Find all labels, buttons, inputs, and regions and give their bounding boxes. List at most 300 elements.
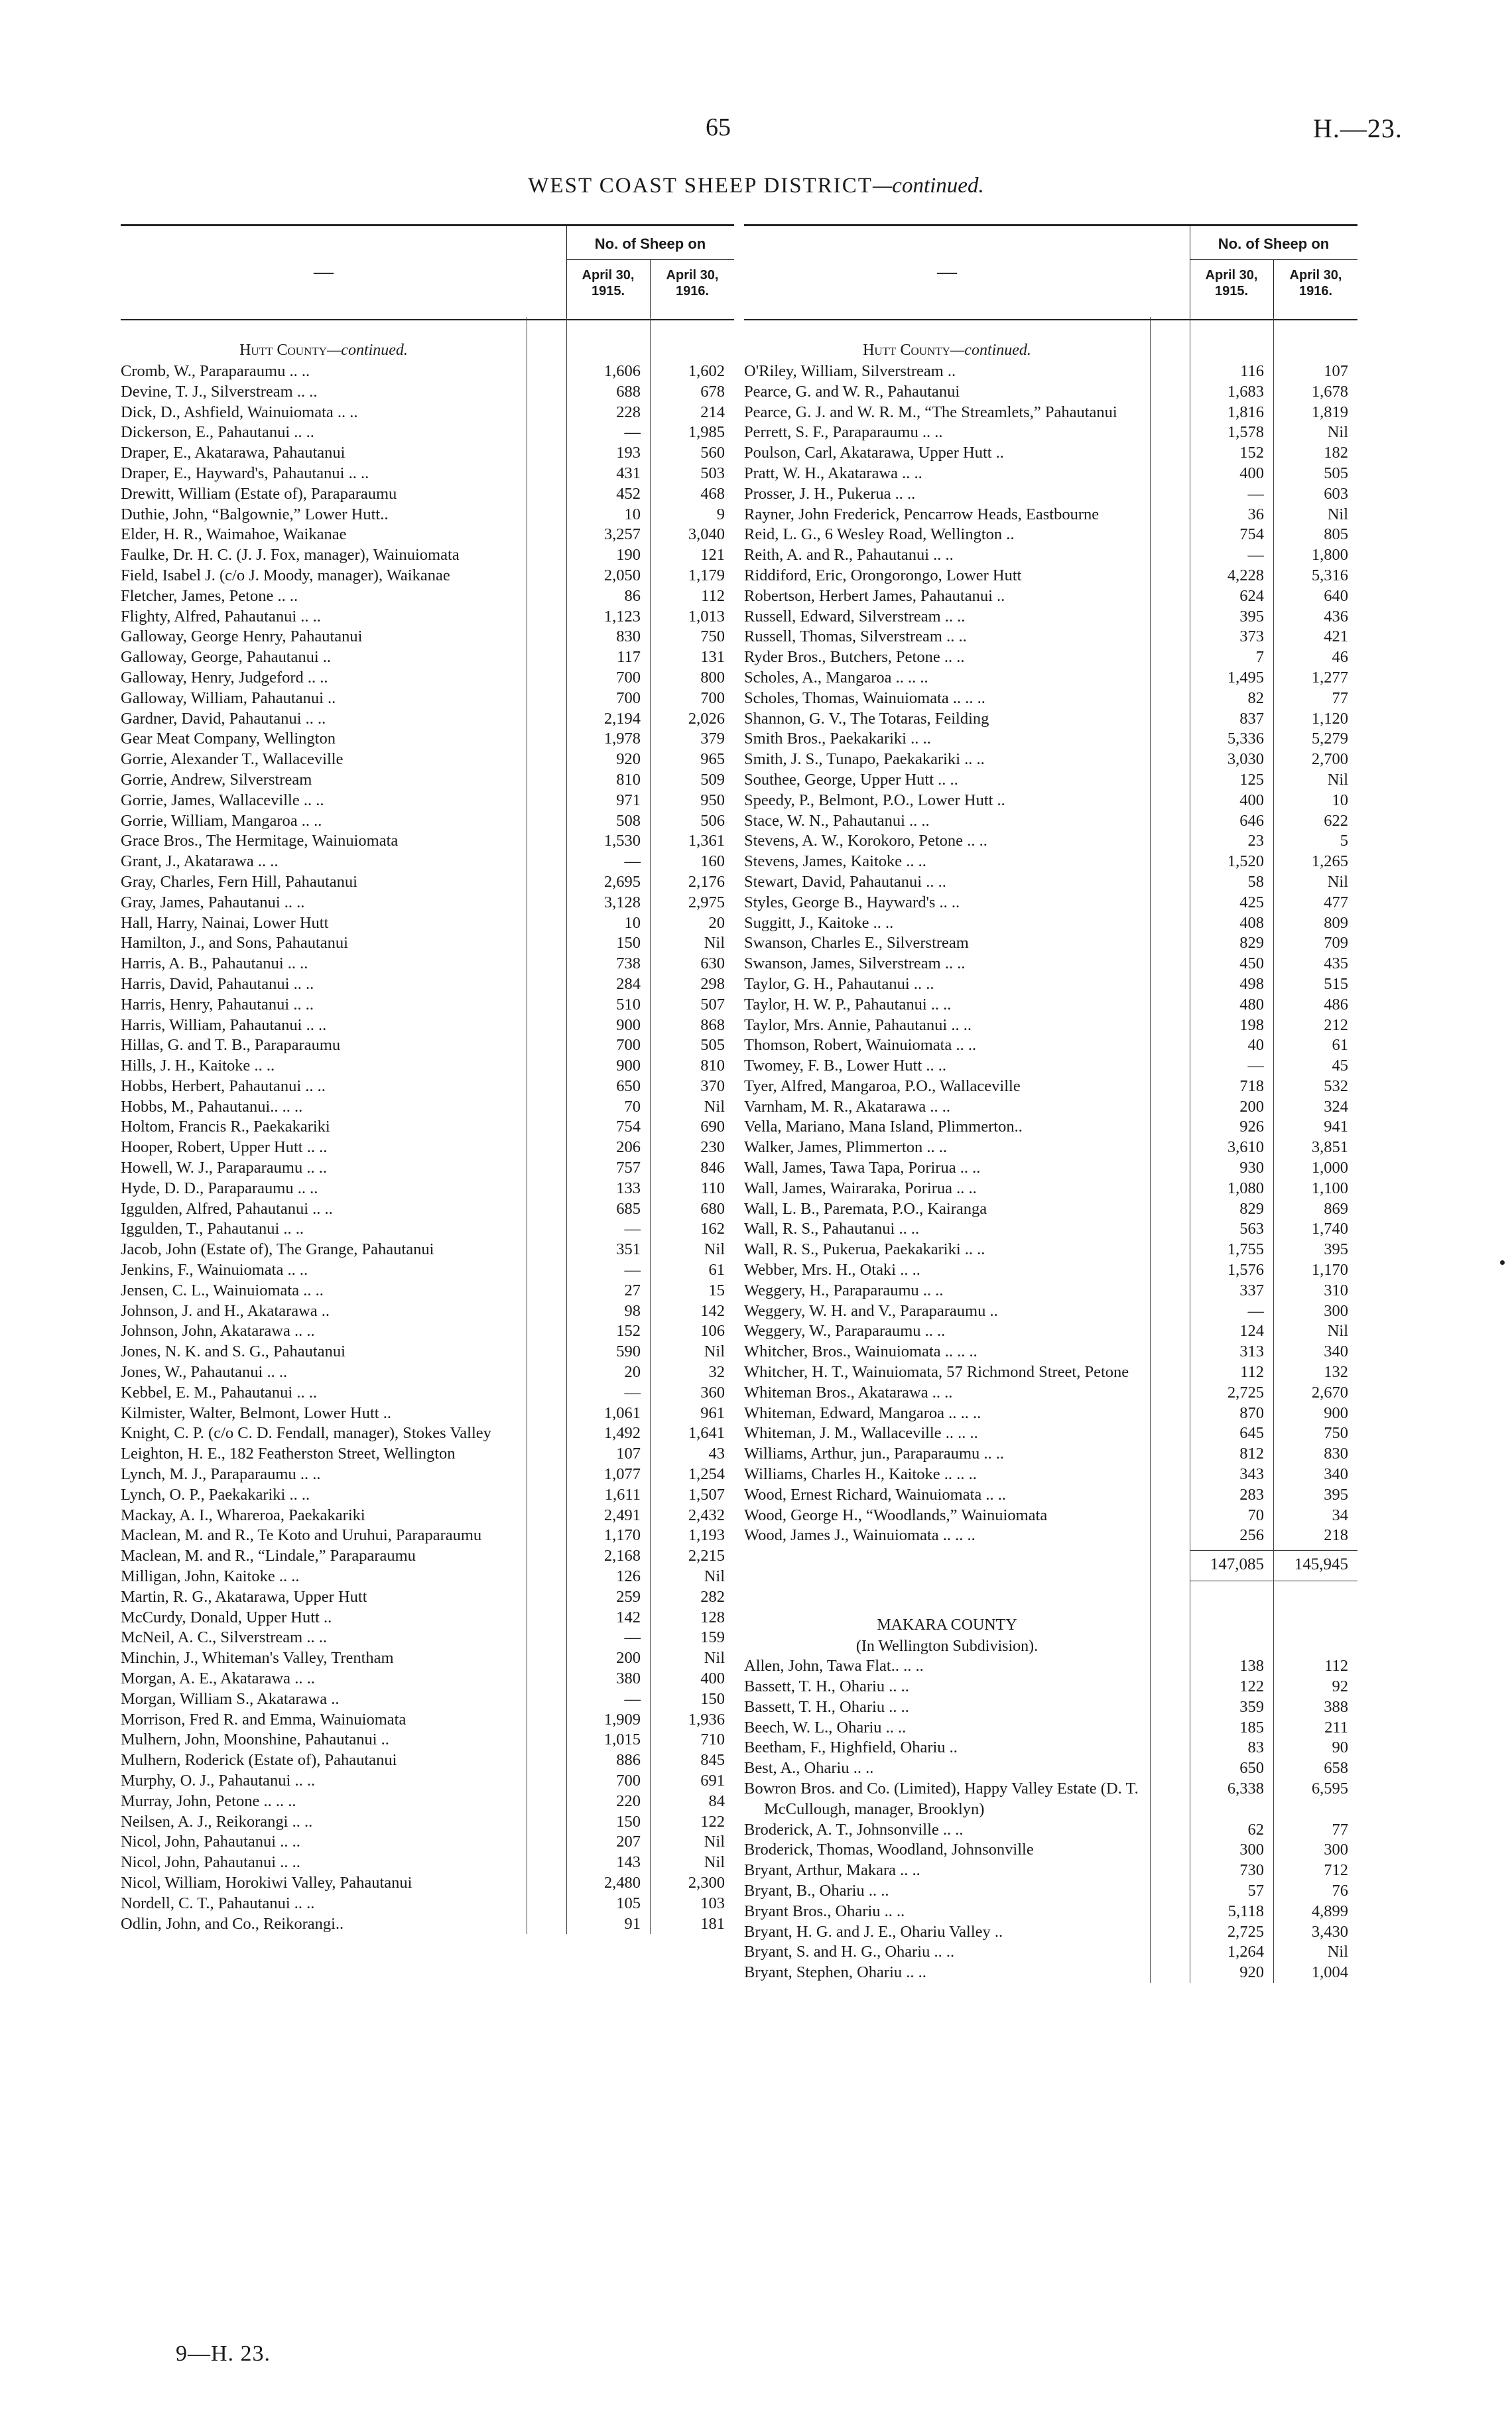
sheep-count-1916: 690: [700, 1118, 725, 1136]
table-row: [744, 1758, 1357, 1779]
sheep-count-1915: 730: [1239, 1861, 1264, 1880]
owner-name: Taylor, Mrs. Annie, Pahautanui .. ..: [744, 1015, 1150, 1036]
table-row: [744, 1444, 1357, 1465]
owner-name: Bryant, H. G. and J. E., Ohariu Valley ..: [744, 1922, 1003, 1941]
sheep-count-1916: 961: [700, 1404, 725, 1422]
table-row: [744, 545, 1357, 566]
table-row: [121, 1710, 734, 1731]
owner-name: Nicol, John, Pahautanui .. ..: [121, 1832, 527, 1853]
table-row: [744, 607, 1357, 627]
sheep-count-1916: 131: [700, 648, 725, 667]
table-row: [121, 1812, 734, 1833]
owner-name: Swanson, James, Silverstream .. ..: [744, 954, 1150, 974]
sheep-count-1915: 27: [624, 1281, 641, 1299]
sheep-count-1915: 1,816: [1227, 403, 1264, 421]
owner-name: McCurdy, Donald, Upper Hutt ..: [121, 1608, 332, 1626]
sheep-count-1916: 630: [700, 954, 725, 973]
owner-name: Thomson, Robert, Wainuiomata .. ..: [744, 1035, 1150, 1056]
table-row: [121, 1608, 734, 1628]
sheep-count-1916: 941: [1324, 1118, 1348, 1136]
sheep-count-1915: 62: [1247, 1820, 1264, 1839]
sheep-count-1915: 152: [1239, 444, 1264, 462]
owner-name: Williams, Arthur, jun., Paraparaumu .. ..: [744, 1444, 1150, 1465]
sheep-count-1915: 920: [1239, 1963, 1264, 1982]
sheep-count-1915: 107: [616, 1445, 641, 1463]
sheep-count-1916: 1,800: [1311, 546, 1348, 564]
owner-name: Pearce, G. J. and W. R. M., “The Streamlets,” Pahautanui: [744, 403, 1117, 421]
owner-name: Holtom, Francis R., Paekakariki: [121, 1118, 330, 1136]
sheep-count-1916: Nil: [704, 1833, 725, 1851]
sheep-count-1915: 450: [1239, 954, 1264, 973]
sheep-count-1916: 1,361: [688, 832, 725, 850]
sheep-count-1915: 343: [1239, 1465, 1264, 1484]
owner-name: Russell, Edward, Silverstream .. ..: [744, 607, 1150, 627]
owner-name: Flighty, Alfred, Pahautanui .. ..: [121, 607, 527, 627]
table-row: [121, 1138, 734, 1158]
sheep-count-1916: 800: [700, 668, 725, 687]
owner-name: Stewart, David, Pahautanui .. ..: [744, 872, 1150, 893]
sheep-count-1916: Nil: [1327, 423, 1348, 442]
owner-name: Dick, D., Ashfield, Wainuiomata .. ..: [121, 403, 527, 423]
owner-name: Vella, Mariano, Mana Island, Plimmerton..: [744, 1118, 1023, 1136]
table-row: [121, 1873, 734, 1894]
table-row: [121, 688, 734, 709]
sheep-count-1915: 91: [624, 1914, 641, 1933]
sheep-count-1916: 150: [700, 1689, 725, 1708]
table-row: [744, 1035, 1357, 1056]
owner-name: Broderick, A. T., Johnsonville .. ..: [744, 1820, 1150, 1841]
sheep-count-1915: —: [624, 1220, 641, 1238]
table-row: [121, 1628, 734, 1648]
sheep-count-1916: 965: [700, 750, 725, 769]
table-row: [744, 464, 1357, 484]
owner-name: Stevens, James, Kaitoke .. ..: [744, 852, 1150, 872]
owner-name: Harris, William, Pahautanui .. ..: [121, 1015, 527, 1036]
table-row: [121, 403, 734, 423]
sheep-count-1916: 830: [1324, 1445, 1348, 1463]
owner-name: Webber, Mrs. H., Otaki .. ..: [744, 1260, 1150, 1281]
sheep-count-1915: 3,257: [603, 525, 641, 544]
owner-name: Harris, Henry, Pahautanui .. ..: [121, 995, 527, 1015]
sheep-count-1915: 431: [616, 464, 641, 482]
table-row: [121, 852, 734, 872]
sheep-count-1916: 181: [700, 1914, 725, 1933]
owner-name: Wall, R. S., Pukerua, Paekakariki .. ..: [744, 1240, 1150, 1260]
owner-name: Weggery, W. H. and V., Paraparaumu ..: [744, 1301, 998, 1320]
owner-name: Varnham, M. R., Akatarawa .. ..: [744, 1097, 1150, 1118]
owner-name: Gorrie, Andrew, Silverstream: [121, 770, 312, 789]
sheep-count-1916: 622: [1324, 811, 1348, 830]
header-blank-label: —: [314, 261, 334, 283]
owner-name: Mulhern, Roderick (Estate of), Pahautanui: [121, 1751, 397, 1770]
owner-name: Whitcher, H. T., Wainuiomata, 57 Richmond Street, Petone: [744, 1363, 1129, 1382]
sheep-count-1916: 3,851: [1311, 1138, 1348, 1157]
table-row: [121, 1689, 734, 1710]
table-row: [744, 933, 1357, 954]
sheep-count-1915: 900: [616, 1015, 641, 1034]
sheep-count-1916: 107: [1324, 362, 1348, 380]
sheep-count-1915: 563: [1239, 1220, 1264, 1238]
sheep-count-1915: 2,194: [603, 709, 641, 728]
table-row: [744, 1861, 1357, 1881]
sheep-count-1916: 310: [1324, 1281, 1348, 1299]
sheep-count-1916: 505: [700, 1036, 725, 1055]
total-row: [744, 1550, 1357, 1585]
table-row: [744, 1526, 1357, 1546]
table-row: [744, 1179, 1357, 1199]
sheep-count-1915: 2,480: [603, 1873, 641, 1892]
owner-name: Hyde, D. D., Paraparaumu .. ..: [121, 1179, 527, 1199]
owner-name: Iggulden, Alfred, Pahautanui .. ..: [121, 1199, 527, 1220]
sheep-count-1915: 830: [616, 627, 641, 646]
owner-name: Hills, J. H., Kaitoke .. ..: [121, 1056, 527, 1077]
owner-name: Rayner, John Frederick, Pencarrow Heads, Eastbourne: [744, 505, 1100, 523]
owner-name: Bassett, T. H., Ohariu .. ..: [744, 1677, 1150, 1697]
owner-name: Riddiford, Eric, Orongorongo, Lower Hutt: [744, 566, 1022, 584]
right-table-header: [744, 224, 1357, 320]
sheep-count-1915: 126: [616, 1567, 641, 1586]
sheep-count-1915: —: [624, 423, 641, 442]
table-row: [744, 1138, 1357, 1158]
sheep-count-1915: 112: [1240, 1363, 1264, 1382]
sheep-count-1915: 36: [1247, 505, 1264, 523]
owner-name: Scholes, Thomas, Wainuiomata .. .. ..: [744, 688, 1150, 709]
sheep-count-1915: 700: [616, 688, 641, 707]
table-row: [744, 954, 1357, 974]
owner-name: Leighton, H. E., 182 Featherston Street, Wellington: [121, 1445, 456, 1463]
owner-name: Suggitt, J., Kaitoke .. ..: [744, 913, 1150, 934]
sheep-count-1915: 650: [616, 1077, 641, 1095]
sheep-count-1916: 678: [700, 382, 725, 401]
sheep-count-1915: 646: [1239, 811, 1264, 830]
table-row: [121, 586, 734, 607]
owner-name: Faulke, Dr. H. C. (J. J. Fox, manager), Wainuiomata: [121, 546, 460, 564]
table-row: [121, 566, 734, 586]
sheep-count-1915: 105: [616, 1894, 641, 1912]
table-row: [121, 933, 734, 954]
sheep-count-1916: 34: [1332, 1506, 1348, 1524]
owner-name: Swanson, Charles E., Silverstream: [744, 934, 969, 952]
owner-name: Jones, W., Pahautanui .. ..: [121, 1362, 527, 1383]
owner-name: Jacob, John (Estate of), The Grange, Pahautanui: [121, 1240, 434, 1259]
sheep-count-1915: 738: [616, 954, 641, 973]
sheep-count-1916: Nil: [704, 1853, 725, 1872]
sheep-count-1916: 1,013: [688, 607, 725, 625]
owner-name: Pearce, G. and W. R., Pahautanui: [744, 382, 960, 401]
table-row: [744, 709, 1357, 730]
sheep-count-1916: Nil: [704, 1342, 725, 1361]
table-row: [121, 1301, 734, 1322]
table-row: [744, 995, 1357, 1015]
table-row: [744, 811, 1357, 832]
sheep-count-1916: 218: [1324, 1526, 1348, 1545]
left-table-header: [121, 224, 734, 320]
header-col-1916: April 30, 1916.: [666, 268, 719, 298]
right-column: [744, 224, 1357, 1983]
sheep-count-1916: 395: [1324, 1240, 1348, 1259]
table-row: [121, 709, 734, 730]
sheep-count-1915: 10: [624, 505, 641, 523]
owner-name: Bryant, S. and H. G., Ohariu .. ..: [744, 1942, 1150, 1963]
table-row: [121, 1056, 734, 1077]
table-row: [744, 872, 1357, 893]
sheep-count-1915: 700: [616, 1036, 641, 1055]
sheep-count-1916: 159: [700, 1628, 725, 1647]
table-row: [121, 1158, 734, 1179]
sheep-count-1916: 421: [1324, 627, 1348, 646]
sheep-count-1916: 122: [700, 1812, 725, 1831]
sheep-count-1915: 1,606: [603, 362, 641, 380]
sheep-count-1915: 70: [624, 1097, 641, 1116]
sheep-count-1916: 1,641: [688, 1424, 725, 1443]
owner-name: Galloway, William, Pahautanui ..: [121, 688, 336, 707]
sheep-count-1916: 112: [701, 586, 725, 605]
table-row: [744, 1881, 1357, 1902]
owner-name: Gear Meat Company, Wellington: [121, 730, 336, 748]
sheep-count-1916: 2,026: [688, 709, 725, 728]
owner-name: Neilsen, A. J., Reikorangi .. ..: [121, 1812, 527, 1833]
sheep-count-1916: 505: [1324, 464, 1348, 482]
sheep-count-1915: 259: [616, 1587, 641, 1606]
sheep-count-1915: 1,530: [603, 832, 641, 850]
sheep-count-1916: 845: [700, 1751, 725, 1770]
sheep-count-1916: 182: [1324, 444, 1348, 462]
table-row: [744, 1077, 1357, 1097]
owner-name: Maclean, M. and R., Te Koto and Uruhui, Paraparaumu: [121, 1526, 482, 1545]
table-row: [744, 1963, 1357, 1983]
sheep-count-1915: 930: [1239, 1159, 1264, 1177]
sheep-count-1916: 515: [1324, 974, 1348, 993]
owner-name: Wall, R. S., Pahautanui .. ..: [744, 1219, 1150, 1240]
sheep-count-1916: 640: [1324, 586, 1348, 605]
owner-name: Taylor, G. H., Pahautanui .. ..: [744, 974, 1150, 995]
sheep-count-1915: —: [1247, 484, 1264, 503]
sheep-count-1916: 750: [1324, 1424, 1348, 1443]
sheep-count-1915: 133: [616, 1179, 641, 1197]
table-row: [121, 913, 734, 934]
sheep-count-1916: 92: [1332, 1677, 1348, 1696]
table-row: [744, 1056, 1357, 1077]
table-row: [121, 1526, 734, 1546]
header-blank-label: —: [937, 261, 957, 283]
owner-name: Whitcher, Bros., Wainuiomata .. .. ..: [744, 1342, 1150, 1362]
sheep-count-1915: 920: [616, 750, 641, 769]
owner-name: Best, A., Ohariu .. ..: [744, 1758, 1150, 1779]
header-col-1916: April 30, 1916.: [1289, 268, 1342, 298]
sheep-count-1916: 710: [700, 1731, 725, 1749]
owner-name: Jones, N. K. and S. G., Pahautanui: [121, 1342, 346, 1361]
sheep-count-1915: 2,725: [1227, 1922, 1264, 1941]
owner-name: Hamilton, J., and Sons, Pahautanui: [121, 934, 348, 952]
sheep-count-1915: 20: [624, 1363, 641, 1382]
table-row: [744, 750, 1357, 770]
sheep-count-1915: 207: [616, 1833, 641, 1851]
sheep-count-1916: 84: [708, 1792, 725, 1810]
table-row: [121, 627, 734, 647]
table-row: [744, 668, 1357, 688]
owner-name: Fletcher, James, Petone .. ..: [121, 586, 527, 607]
owner-name: Prosser, J. H., Pukerua .. ..: [744, 484, 1150, 505]
sheep-count-1915: 1,015: [603, 1731, 641, 1749]
makara-section-subheading: (In Wellington Subdivision).: [855, 1638, 1039, 1656]
sheep-count-1916: 1,678: [1311, 382, 1348, 401]
owner-name: McNeil, A. C., Silverstream .. ..: [121, 1628, 527, 1648]
sheep-count-1915: 1,576: [1227, 1261, 1264, 1279]
sheep-count-1916: 379: [700, 730, 725, 748]
sheep-count-1916: 560: [700, 444, 725, 462]
sheep-count-1915: 425: [1239, 893, 1264, 911]
table-row: [744, 627, 1357, 647]
owner-name: Robertson, Herbert James, Pahautanui ..: [744, 586, 1005, 605]
sheep-count-1915: 700: [616, 668, 641, 687]
sheep-count-1916: 1,100: [1311, 1179, 1348, 1197]
owner-name: Bryant Bros., Ohariu .. ..: [744, 1902, 1150, 1922]
right-section-heading: Hutt County—continued.: [863, 342, 1031, 359]
sheep-count-1915: 498: [1239, 974, 1264, 993]
left-column: [121, 224, 734, 1934]
sheep-count-1915: 452: [616, 484, 641, 503]
table-row: [121, 811, 734, 832]
sheep-count-1916: 436: [1324, 607, 1348, 625]
sheep-count-1915: —: [624, 1261, 641, 1279]
owner-name: Beech, W. L., Ohariu .. ..: [744, 1718, 1150, 1738]
owner-name: Duthie, John, “Balgownie,” Lower Hutt..: [121, 505, 389, 523]
owner-name: Howell, W. J., Paraparaumu .. ..: [121, 1158, 527, 1179]
table-row: [744, 1342, 1357, 1362]
sheep-count-1915: 1,978: [603, 730, 641, 748]
table-row: [121, 791, 734, 811]
sheep-count-1915: 206: [616, 1138, 641, 1157]
sheep-count-1916: 2,215: [688, 1547, 725, 1565]
owner-name: Ryder Bros., Butchers, Petone .. ..: [744, 647, 1150, 668]
sheep-count-1916: 805: [1324, 525, 1348, 544]
sheep-count-1915: 143: [616, 1853, 641, 1872]
sheep-count-1915: 58: [1247, 872, 1264, 891]
owner-name: Elder, H. R., Waimahoe, Waikanae: [121, 525, 347, 544]
owner-name: Murray, John, Petone .. .. ..: [121, 1792, 527, 1812]
sheep-count-1915: 1,520: [1227, 852, 1264, 871]
table-row: [121, 525, 734, 545]
table-row: [121, 1117, 734, 1138]
owner-name: Poulson, Carl, Akatarawa, Upper Hutt ..: [744, 444, 1004, 462]
sheep-count-1916: 214: [700, 403, 725, 421]
table-row: [744, 1301, 1357, 1322]
owner-name: Allen, John, Tawa Flat.. .. ..: [744, 1656, 1150, 1677]
sheep-count-1915: 142: [616, 1608, 641, 1626]
table-row: [744, 831, 1357, 852]
table-row: [121, 1077, 734, 1097]
owner-name: Williams, Charles H., Kaitoke .. .. ..: [744, 1465, 1150, 1485]
sheep-count-1916: 360: [700, 1383, 725, 1402]
sheep-count-1915: 228: [616, 403, 641, 421]
sheep-count-1915: 1,683: [1227, 382, 1264, 401]
table-row: [744, 1158, 1357, 1179]
table-row: [744, 1423, 1357, 1444]
table-row: [121, 361, 734, 382]
makara-rows: [744, 1656, 1357, 1983]
sheep-count-1916: Nil: [1327, 1943, 1348, 1961]
table-row: [121, 484, 734, 505]
table-row: [744, 791, 1357, 811]
sheep-count-1916: 43: [708, 1445, 725, 1463]
sheep-count-1915: 624: [1239, 586, 1264, 605]
table-row: [744, 1718, 1357, 1738]
sheep-count-1916: 77: [1332, 688, 1348, 707]
table-row: [744, 1677, 1357, 1697]
table-row: [744, 1485, 1357, 1506]
owner-name: Bowron Bros. and Co. (Limited), Happy Valley Estate (D. T. McCullough, manager, Brooklyn): [744, 1780, 1139, 1818]
table-row: [121, 1914, 734, 1935]
table-row: [121, 1444, 734, 1465]
owner-name: Dickerson, E., Pahautanui .. ..: [121, 423, 527, 443]
table-row: [744, 688, 1357, 709]
sheep-count-1916: 3,040: [688, 525, 725, 544]
sheep-count-1915: 1,495: [1227, 668, 1264, 687]
sheep-count-1915: 645: [1239, 1424, 1264, 1443]
owner-name: Mackay, A. I., Whareroa, Paekakariki: [121, 1506, 365, 1524]
sheep-count-1916: 810: [700, 1057, 725, 1075]
page-title-text: WEST COAST SHEEP DISTRICT: [528, 174, 873, 198]
sheep-count-1916: 6,595: [1311, 1780, 1348, 1798]
table-row: [744, 1506, 1357, 1526]
owner-name: Perrett, S. F., Paraparaumu .. ..: [744, 423, 1150, 443]
owner-name: Cromb, W., Paraparaumu .. ..: [121, 361, 527, 382]
sheep-count-1916: 212: [1324, 1015, 1348, 1034]
sheep-count-1915: 70: [1247, 1506, 1264, 1524]
owner-name: Broderick, Thomas, Woodland, Johnsonville: [744, 1841, 1034, 1859]
table-row: [121, 1792, 734, 1812]
owner-name: Harris, David, Pahautanui .. ..: [121, 974, 527, 995]
left-rows: [121, 361, 734, 1934]
sheep-count-1915: 926: [1239, 1118, 1264, 1136]
sheep-count-1915: 837: [1239, 709, 1264, 728]
sheep-count-1915: 688: [616, 382, 641, 401]
table-row: [121, 1383, 734, 1404]
sheep-count-1916: Nil: [704, 934, 725, 952]
sheep-count-1915: 700: [616, 1771, 641, 1790]
table-row: [744, 893, 1357, 913]
owner-name: Wall, James, Tawa Tapa, Porirua .. ..: [744, 1158, 1150, 1179]
owner-name: Wall, James, Wairaraka, Porirua .. ..: [744, 1179, 1150, 1199]
sheep-count-1915: 117: [617, 648, 641, 667]
sheep-count-1915: —: [624, 1689, 641, 1708]
table-row: [744, 729, 1357, 750]
sheep-count-1916: 128: [700, 1608, 725, 1626]
sheep-count-1915: 138: [1239, 1657, 1264, 1675]
sheep-count-1916: 45: [1332, 1057, 1348, 1075]
sheep-count-1916: Nil: [704, 1097, 725, 1116]
sheep-count-1916: 340: [1324, 1342, 1348, 1361]
sheep-count-1916: Nil: [1327, 770, 1348, 789]
table-row: [744, 1922, 1357, 1943]
sheep-count-1916: 103: [700, 1894, 725, 1912]
owner-name: Odlin, John, and Co., Reikorangi..: [121, 1914, 344, 1933]
owner-name: Hobbs, Herbert, Pahautanui .. ..: [121, 1077, 527, 1097]
sheep-count-1916: 507: [700, 995, 725, 1014]
sheep-count-1916: 2,670: [1311, 1383, 1348, 1402]
sheep-count-1916: 1,507: [688, 1485, 725, 1504]
sheep-count-1915: 2,168: [603, 1547, 641, 1565]
sheep-count-1915: 283: [1239, 1485, 1264, 1504]
table-row: [121, 505, 734, 525]
sheep-count-1916: 846: [700, 1159, 725, 1177]
table-row: [121, 423, 734, 443]
owner-name: Styles, George B., Hayward's .. ..: [744, 893, 1150, 913]
sheep-count-1916: 700: [700, 688, 725, 707]
table-row: [121, 954, 734, 974]
table-row: [121, 1362, 734, 1383]
sheep-count-1915: 359: [1239, 1697, 1264, 1716]
